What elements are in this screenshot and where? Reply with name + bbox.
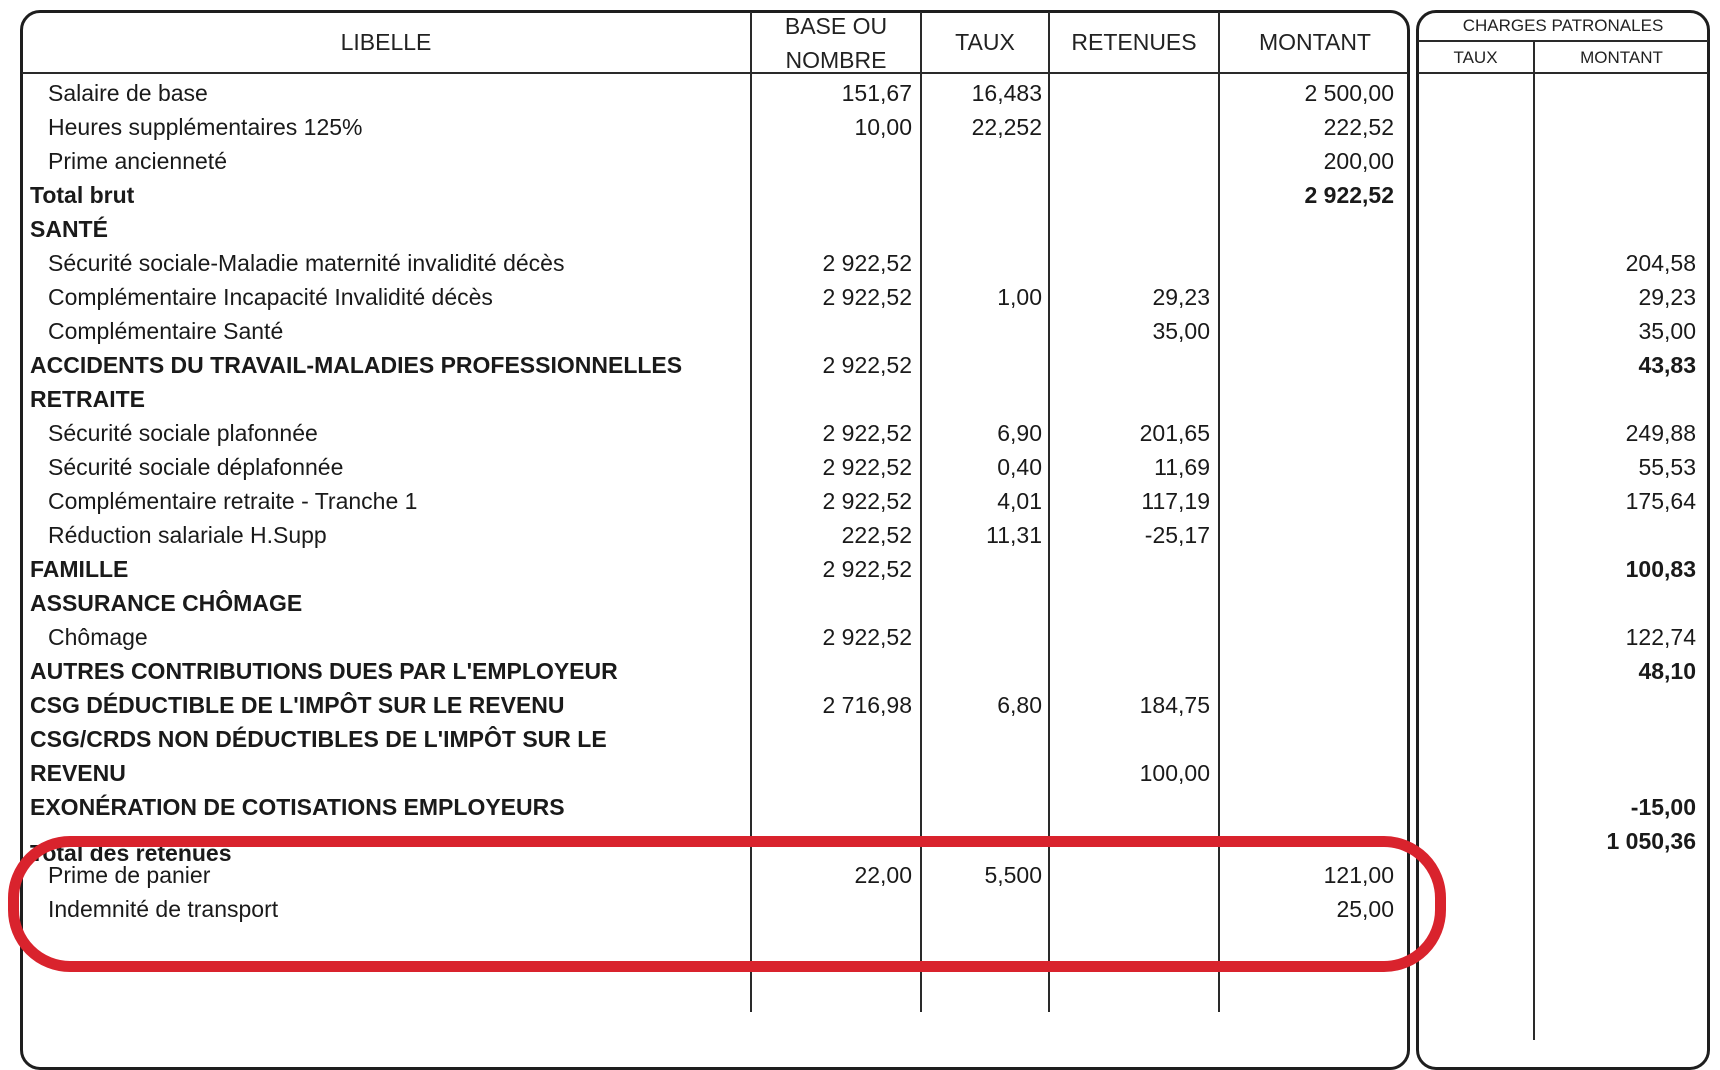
row-base: 2 922,52	[822, 624, 912, 650]
row-taux: 6,90	[997, 420, 1042, 446]
row-libelle: REVENU	[30, 760, 126, 786]
table-row	[0, 314, 1720, 348]
charges-subheader-rule	[1418, 40, 1708, 42]
row-patronal: 175,64	[1625, 488, 1696, 514]
table-row	[0, 144, 1720, 178]
row-patronal: 48,10	[1638, 658, 1696, 684]
row-base: 2 716,98	[822, 692, 912, 718]
row-libelle: EXONÉRATION DE COTISATIONS EMPLOYEURS	[30, 794, 565, 820]
row-base: 151,67	[841, 80, 912, 106]
table-row	[0, 212, 1720, 246]
header-base-line2: NOMBRE	[785, 47, 887, 73]
header-retenues: RETENUES	[1071, 29, 1197, 55]
header-rule	[22, 72, 1408, 74]
row-libelle: FAMILLE	[30, 556, 129, 582]
row-libelle: RETRAITE	[30, 386, 145, 412]
row-libelle: Sécurité sociale déplafonnée	[48, 454, 344, 480]
header-base-line1: BASE OU	[784, 13, 888, 39]
row-patronal: 122,74	[1625, 624, 1696, 650]
table-row	[0, 620, 1720, 654]
table-row	[0, 790, 1720, 824]
row-base: 2 922,52	[822, 420, 912, 446]
row-montant: 2 922,52	[1304, 182, 1394, 208]
row-montant: 200,00	[1323, 148, 1394, 174]
row-retenues: -25,17	[1144, 522, 1210, 548]
row-patronal: 55,53	[1638, 454, 1696, 480]
table-row	[0, 722, 1720, 756]
row-retenues: 11,69	[1154, 454, 1210, 480]
row-base: 222,52	[841, 522, 912, 548]
row-base: 22,00	[854, 862, 912, 888]
row-patronal: 1 050,36	[1606, 828, 1696, 854]
row-patronal: 43,83	[1638, 352, 1696, 378]
table-row	[0, 518, 1720, 552]
row-base: 10,00	[854, 114, 912, 140]
row-retenues: 117,19	[1141, 488, 1210, 514]
row-libelle: Salaire de base	[48, 80, 208, 106]
row-taux: 5,500	[984, 862, 1042, 888]
row-libelle: Prime ancienneté	[48, 148, 227, 174]
row-base: 2 922,52	[822, 284, 912, 310]
table-row	[0, 756, 1720, 790]
header-libelle: LIBELLE	[340, 29, 432, 55]
table-row	[0, 552, 1720, 586]
row-libelle: ACCIDENTS DU TRAVAIL-MALADIES PROFESSIONNELLES	[30, 352, 683, 378]
row-taux: 1,00	[997, 284, 1042, 310]
row-base: 2 922,52	[822, 352, 912, 378]
table-row	[0, 110, 1720, 144]
row-libelle: AUTRES CONTRIBUTIONS DUES PAR L'EMPLOYEUR	[30, 658, 618, 684]
row-libelle: Complémentaire retraite - Tranche 1	[48, 488, 418, 514]
row-libelle: Complémentaire Incapacité Invalidité décès	[48, 284, 493, 310]
table-row	[0, 76, 1720, 110]
table-row	[0, 280, 1720, 314]
header-charges-montant: MONTANT	[1580, 48, 1663, 67]
table-row	[0, 484, 1720, 518]
row-taux: 4,01	[997, 488, 1042, 514]
row-montant: 25,00	[1336, 896, 1394, 922]
header-charges-taux: TAUX	[1453, 48, 1498, 67]
row-montant: 2 500,00	[1304, 80, 1394, 106]
row-retenues: 35,00	[1152, 318, 1210, 344]
header-taux: TAUX	[955, 29, 1015, 55]
row-patronal: 249,88	[1625, 420, 1696, 446]
table-row	[0, 586, 1720, 620]
row-libelle: SANTÉ	[30, 216, 108, 242]
table-row	[0, 416, 1720, 450]
row-libelle: Sécurité sociale-Maladie maternité invalidité décès	[48, 250, 565, 276]
charges-header-rule	[1418, 72, 1708, 74]
row-montant: 222,52	[1323, 114, 1394, 140]
row-taux: 0,40	[997, 454, 1042, 480]
row-retenues: 184,75	[1139, 692, 1210, 718]
row-retenues: 100,00	[1139, 760, 1210, 786]
row-patronal: -15,00	[1630, 794, 1696, 820]
row-base: 2 922,52	[822, 488, 912, 514]
header-charges-patronales: CHARGES PATRONALES	[1462, 16, 1664, 35]
row-libelle: CSG DÉDUCTIBLE DE L'IMPÔT SUR LE REVENU	[30, 692, 565, 718]
row-libelle: Réduction salariale H.Supp	[48, 522, 327, 548]
table-row	[0, 654, 1720, 688]
table-row	[0, 348, 1720, 382]
header-montant: MONTANT	[1258, 29, 1371, 55]
row-patronal: 100,83	[1625, 556, 1696, 582]
row-taux: 22,252	[971, 114, 1042, 140]
row-base: 2 922,52	[822, 454, 912, 480]
table-row	[0, 450, 1720, 484]
total-retenues-partial: Total des retenues	[30, 840, 232, 866]
table-row	[0, 688, 1720, 722]
row-libelle: CSG/CRDS NON DÉDUCTIBLES DE L'IMPÔT SUR LE	[30, 726, 607, 752]
row-patronal: 35,00	[1638, 318, 1696, 344]
row-taux: 16,483	[971, 80, 1042, 106]
red-highlight-ellipse	[8, 836, 1446, 972]
row-retenues: 201,65	[1139, 420, 1210, 446]
row-base: 2 922,52	[822, 250, 912, 276]
row-libelle: Sécurité sociale plafonnée	[48, 420, 318, 446]
row-libelle: Prime de panier	[48, 862, 211, 888]
row-retenues: 29,23	[1152, 284, 1210, 310]
table-row	[0, 178, 1720, 212]
row-patronal: 29,23	[1638, 284, 1696, 310]
table-row	[0, 246, 1720, 280]
row-libelle: Heures supplémentaires 125%	[48, 114, 363, 140]
row-libelle: Indemnité de transport	[48, 896, 279, 922]
row-libelle: ASSURANCE CHÔMAGE	[30, 590, 303, 616]
row-taux: 6,80	[997, 692, 1042, 718]
row-taux: 11,31	[986, 522, 1042, 548]
row-libelle: Total brut	[30, 182, 135, 208]
table-row	[0, 382, 1720, 416]
row-montant: 121,00	[1323, 862, 1394, 888]
row-libelle: Complémentaire Santé	[48, 318, 284, 344]
row-patronal: 204,58	[1625, 250, 1696, 276]
row-libelle: Chômage	[48, 624, 148, 650]
row-base: 2 922,52	[822, 556, 912, 582]
